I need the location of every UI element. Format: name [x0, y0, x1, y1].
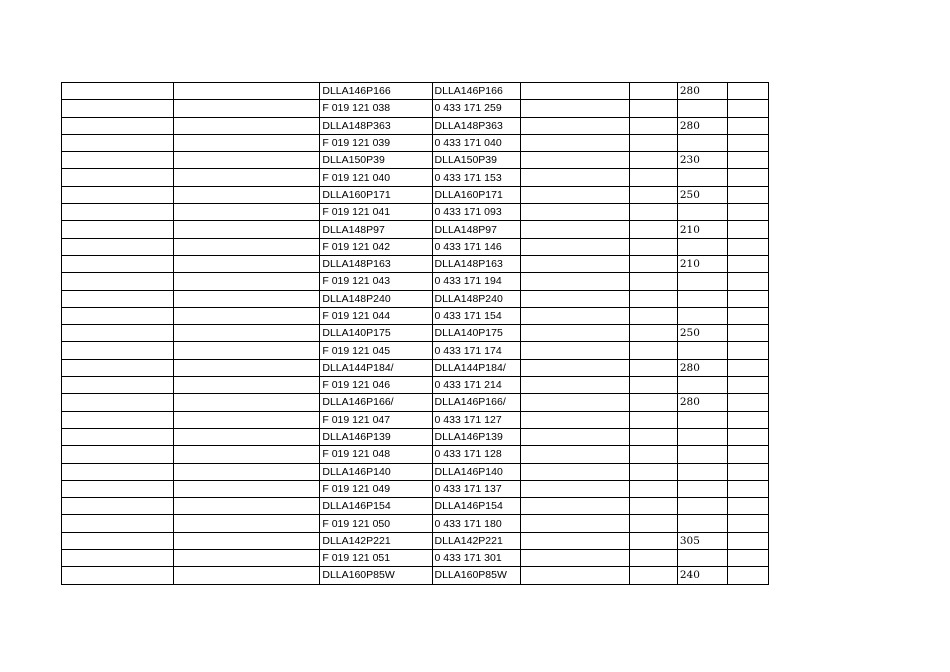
table-row: [62, 567, 769, 584]
cell-col-c[interactable]: F 019 121 042: [320, 238, 432, 255]
cell-col-c[interactable]: DLLA148P363: [320, 117, 432, 134]
cell-col-f[interactable]: [629, 83, 677, 100]
cell-col-c[interactable]: F 019 121 047: [320, 411, 432, 428]
table-row: [62, 498, 769, 515]
spreadsheet-table: [61, 82, 769, 585]
cell-col-b[interactable]: [174, 186, 320, 203]
cell-col-h[interactable]: [727, 100, 768, 117]
cell-col-c[interactable]: DLLA140P175: [320, 325, 432, 342]
cell-col-a[interactable]: [62, 221, 174, 238]
cell-col-h[interactable]: [727, 532, 768, 549]
cell-col-b[interactable]: [174, 567, 320, 584]
cell-col-a[interactable]: [62, 498, 174, 515]
cell-col-b[interactable]: [174, 411, 320, 428]
cell-col-h[interactable]: [727, 204, 768, 221]
cell-col-c[interactable]: DLLA160P171: [320, 186, 432, 203]
table-row: [62, 255, 769, 272]
table-row: [62, 204, 769, 221]
cell-col-f[interactable]: [629, 221, 677, 238]
cell-col-a[interactable]: [62, 411, 174, 428]
cell-col-a[interactable]: [62, 325, 174, 342]
cell-col-b[interactable]: [174, 221, 320, 238]
cell-col-h[interactable]: [727, 238, 768, 255]
cell-col-b[interactable]: [174, 532, 320, 549]
cell-col-a[interactable]: [62, 428, 174, 445]
cell-col-e[interactable]: [520, 134, 629, 151]
table-row: [62, 428, 769, 445]
cell-col-g[interactable]: 280: [677, 117, 727, 134]
cell-col-c[interactable]: F 019 121 048: [320, 446, 432, 463]
cell-col-b[interactable]: [174, 204, 320, 221]
cell-col-b[interactable]: [174, 117, 320, 134]
cell-col-c[interactable]: F 019 121 051: [320, 550, 432, 567]
cell-col-g[interactable]: 210: [677, 221, 727, 238]
cell-col-c[interactable]: DLLA146P154: [320, 498, 432, 515]
cell-col-d[interactable]: DLLA148P163: [432, 255, 520, 272]
cell-col-d[interactable]: 0 433 171 214: [432, 377, 520, 394]
cell-col-a[interactable]: [62, 186, 174, 203]
cell-col-g[interactable]: [677, 290, 727, 307]
cell-col-c[interactable]: DLLA150P39: [320, 152, 432, 169]
cell-col-h[interactable]: [727, 515, 768, 532]
cell-col-c[interactable]: F 019 121 039: [320, 134, 432, 151]
cell-col-e[interactable]: [520, 567, 629, 584]
cell-col-c[interactable]: F 019 121 040: [320, 169, 432, 186]
cell-col-e[interactable]: [520, 204, 629, 221]
cell-col-c[interactable]: DLLA144P184/: [320, 359, 432, 376]
cell-col-f[interactable]: [629, 342, 677, 359]
table-row: [62, 134, 769, 151]
cell-col-g[interactable]: [677, 480, 727, 497]
table-row: [62, 463, 769, 480]
cell-col-g[interactable]: [677, 463, 727, 480]
cell-col-h[interactable]: [727, 567, 768, 584]
cell-col-d[interactable]: DLLA142P221: [432, 532, 520, 549]
cell-col-d[interactable]: 0 433 171 137: [432, 480, 520, 497]
cell-col-g[interactable]: 250: [677, 325, 727, 342]
cell-col-f[interactable]: [629, 394, 677, 411]
table-row: [62, 273, 769, 290]
cell-col-b[interactable]: [174, 100, 320, 117]
cell-col-e[interactable]: [520, 273, 629, 290]
cell-col-g[interactable]: [677, 134, 727, 151]
cell-col-b[interactable]: [174, 238, 320, 255]
cell-col-c[interactable]: DLLA148P163: [320, 255, 432, 272]
table-row: [62, 480, 769, 497]
cell-col-g[interactable]: [677, 238, 727, 255]
cell-col-e[interactable]: [520, 411, 629, 428]
cell-col-a[interactable]: [62, 255, 174, 272]
cell-col-b[interactable]: [174, 152, 320, 169]
cell-col-f[interactable]: [629, 117, 677, 134]
cell-col-h[interactable]: [727, 342, 768, 359]
cell-col-e[interactable]: [520, 238, 629, 255]
cell-col-g[interactable]: [677, 204, 727, 221]
cell-col-f[interactable]: [629, 325, 677, 342]
cell-col-b[interactable]: [174, 290, 320, 307]
cell-col-d[interactable]: DLLA146P166: [432, 83, 520, 100]
cell-col-a[interactable]: [62, 100, 174, 117]
cell-col-f[interactable]: [629, 463, 677, 480]
cell-col-h[interactable]: [727, 273, 768, 290]
cell-col-e[interactable]: [520, 100, 629, 117]
table-row: [62, 446, 769, 463]
cell-col-h[interactable]: [727, 411, 768, 428]
cell-col-a[interactable]: [62, 463, 174, 480]
cell-col-e[interactable]: [520, 532, 629, 549]
cell-col-f[interactable]: [629, 204, 677, 221]
cell-col-e[interactable]: [520, 221, 629, 238]
cell-col-b[interactable]: [174, 134, 320, 151]
table-row: [62, 290, 769, 307]
cell-col-f[interactable]: [629, 428, 677, 445]
cell-col-b[interactable]: [174, 463, 320, 480]
cell-col-f[interactable]: [629, 377, 677, 394]
cell-col-f[interactable]: [629, 359, 677, 376]
cell-col-d[interactable]: 0 433 171 174: [432, 342, 520, 359]
cell-col-c[interactable]: F 019 121 043: [320, 273, 432, 290]
cell-col-c[interactable]: DLLA160P85W: [320, 567, 432, 584]
cell-col-h[interactable]: [727, 498, 768, 515]
cell-col-a[interactable]: [62, 152, 174, 169]
cell-col-a[interactable]: [62, 238, 174, 255]
table-row: [62, 515, 769, 532]
cell-col-h[interactable]: [727, 186, 768, 203]
cell-col-f[interactable]: [629, 255, 677, 272]
cell-col-g[interactable]: [677, 550, 727, 567]
table-row: [62, 342, 769, 359]
cell-col-d[interactable]: DLLA150P39: [432, 152, 520, 169]
cell-col-h[interactable]: [727, 152, 768, 169]
cell-col-f[interactable]: [629, 446, 677, 463]
cell-col-e[interactable]: [520, 342, 629, 359]
cell-col-e[interactable]: [520, 428, 629, 445]
table-row: [62, 117, 769, 134]
cell-col-b[interactable]: [174, 480, 320, 497]
cell-col-e[interactable]: [520, 186, 629, 203]
cell-col-a[interactable]: [62, 342, 174, 359]
cell-col-h[interactable]: [727, 134, 768, 151]
cell-col-d[interactable]: DLLA148P97: [432, 221, 520, 238]
cell-col-a[interactable]: [62, 359, 174, 376]
cell-col-b[interactable]: [174, 394, 320, 411]
cell-col-c[interactable]: DLLA146P140: [320, 463, 432, 480]
cell-col-h[interactable]: [727, 83, 768, 100]
table-body: [62, 83, 769, 585]
cell-col-g[interactable]: [677, 446, 727, 463]
cell-col-c[interactable]: DLLA146P166/: [320, 394, 432, 411]
cell-col-d[interactable]: 0 433 171 154: [432, 307, 520, 324]
cell-col-a[interactable]: [62, 480, 174, 497]
table-row: [62, 186, 769, 203]
cell-col-f[interactable]: [629, 550, 677, 567]
cell-col-d[interactable]: DLLA146P140: [432, 463, 520, 480]
cell-col-e[interactable]: [520, 152, 629, 169]
cell-col-c[interactable]: F 019 121 049: [320, 480, 432, 497]
table-row: [62, 359, 769, 376]
cell-col-a[interactable]: [62, 550, 174, 567]
cell-col-e[interactable]: [520, 325, 629, 342]
cell-col-d[interactable]: 0 433 171 146: [432, 238, 520, 255]
cell-col-b[interactable]: [174, 428, 320, 445]
cell-col-f[interactable]: [629, 169, 677, 186]
cell-col-f[interactable]: [629, 567, 677, 584]
cell-col-h[interactable]: [727, 446, 768, 463]
cell-col-c[interactable]: DLLA148P240: [320, 290, 432, 307]
cell-col-f[interactable]: [629, 134, 677, 151]
cell-col-f[interactable]: [629, 480, 677, 497]
cell-col-h[interactable]: [727, 307, 768, 324]
cell-col-a[interactable]: [62, 515, 174, 532]
cell-col-c[interactable]: F 019 121 045: [320, 342, 432, 359]
cell-col-d[interactable]: 0 433 171 040: [432, 134, 520, 151]
cell-col-f[interactable]: [629, 532, 677, 549]
cell-col-a[interactable]: [62, 394, 174, 411]
cell-col-d[interactable]: 0 433 171 153: [432, 169, 520, 186]
cell-col-b[interactable]: [174, 342, 320, 359]
cell-col-h[interactable]: [727, 480, 768, 497]
cell-col-b[interactable]: [174, 307, 320, 324]
cell-col-a[interactable]: [62, 204, 174, 221]
cell-col-d[interactable]: 0 433 171 093: [432, 204, 520, 221]
cell-col-g[interactable]: 280: [677, 359, 727, 376]
cell-col-d[interactable]: DLLA140P175: [432, 325, 520, 342]
table-row: [62, 83, 769, 100]
cell-col-b[interactable]: [174, 255, 320, 272]
cell-col-b[interactable]: [174, 446, 320, 463]
cell-col-d[interactable]: 0 433 171 301: [432, 550, 520, 567]
cell-col-e[interactable]: [520, 480, 629, 497]
cell-col-h[interactable]: [727, 463, 768, 480]
table-row: [62, 532, 769, 549]
cell-col-g[interactable]: [677, 515, 727, 532]
cell-col-g[interactable]: 210: [677, 255, 727, 272]
cell-col-c[interactable]: F 019 121 038: [320, 100, 432, 117]
cell-col-e[interactable]: [520, 550, 629, 567]
cell-col-h[interactable]: [727, 428, 768, 445]
cell-col-h[interactable]: [727, 169, 768, 186]
cell-col-g[interactable]: [677, 100, 727, 117]
cell-col-f[interactable]: [629, 238, 677, 255]
cell-col-e[interactable]: [520, 169, 629, 186]
cell-col-e[interactable]: [520, 394, 629, 411]
cell-col-g[interactable]: [677, 498, 727, 515]
cell-col-b[interactable]: [174, 359, 320, 376]
cell-col-g[interactable]: 305: [677, 532, 727, 549]
cell-col-h[interactable]: [727, 290, 768, 307]
cell-col-f[interactable]: [629, 498, 677, 515]
cell-col-d[interactable]: DLLA148P240: [432, 290, 520, 307]
table-row: [62, 377, 769, 394]
cell-col-d[interactable]: DLLA146P166/: [432, 394, 520, 411]
cell-col-c[interactable]: F 019 121 046: [320, 377, 432, 394]
cell-col-d[interactable]: DLLA146P154: [432, 498, 520, 515]
table-row: [62, 152, 769, 169]
cell-col-d[interactable]: DLLA144P184/: [432, 359, 520, 376]
cell-col-f[interactable]: [629, 515, 677, 532]
cell-col-a[interactable]: [62, 290, 174, 307]
cell-col-a[interactable]: [62, 134, 174, 151]
table-row: [62, 394, 769, 411]
cell-col-h[interactable]: [727, 255, 768, 272]
cell-col-d[interactable]: DLLA148P363: [432, 117, 520, 134]
cell-col-f[interactable]: [629, 273, 677, 290]
cell-col-g[interactable]: [677, 411, 727, 428]
cell-col-d[interactable]: 0 433 171 259: [432, 100, 520, 117]
cell-col-e[interactable]: [520, 359, 629, 376]
cell-col-a[interactable]: [62, 567, 174, 584]
cell-col-b[interactable]: [174, 273, 320, 290]
cell-col-g[interactable]: [677, 169, 727, 186]
cell-col-a[interactable]: [62, 117, 174, 134]
cell-col-f[interactable]: [629, 186, 677, 203]
cell-col-h[interactable]: [727, 359, 768, 376]
cell-col-a[interactable]: [62, 532, 174, 549]
table-row: [62, 550, 769, 567]
cell-col-e[interactable]: [520, 498, 629, 515]
cell-col-h[interactable]: [727, 325, 768, 342]
cell-col-c[interactable]: F 019 121 050: [320, 515, 432, 532]
cell-col-a[interactable]: [62, 273, 174, 290]
cell-col-e[interactable]: [520, 463, 629, 480]
cell-col-g[interactable]: [677, 307, 727, 324]
cell-col-a[interactable]: [62, 446, 174, 463]
cell-col-g[interactable]: [677, 428, 727, 445]
cell-col-b[interactable]: [174, 83, 320, 100]
cell-col-b[interactable]: [174, 550, 320, 567]
cell-col-h[interactable]: [727, 221, 768, 238]
table-row: [62, 169, 769, 186]
cell-col-f[interactable]: [629, 290, 677, 307]
cell-col-e[interactable]: [520, 83, 629, 100]
cell-col-e[interactable]: [520, 290, 629, 307]
cell-col-d[interactable]: 0 433 171 127: [432, 411, 520, 428]
cell-col-c[interactable]: F 019 121 044: [320, 307, 432, 324]
table-row: [62, 307, 769, 324]
cell-col-c[interactable]: DLLA148P97: [320, 221, 432, 238]
cell-col-c[interactable]: DLLA146P139: [320, 428, 432, 445]
cell-col-d[interactable]: DLLA146P139: [432, 428, 520, 445]
cell-col-f[interactable]: [629, 100, 677, 117]
cell-col-c[interactable]: DLLA142P221: [320, 532, 432, 549]
cell-col-g[interactable]: 240: [677, 567, 727, 584]
cell-col-e[interactable]: [520, 117, 629, 134]
cell-col-a[interactable]: [62, 169, 174, 186]
cell-col-e[interactable]: [520, 446, 629, 463]
cell-col-b[interactable]: [174, 377, 320, 394]
cell-col-d[interactable]: 0 433 171 194: [432, 273, 520, 290]
cell-col-d[interactable]: DLLA160P171: [432, 186, 520, 203]
cell-col-h[interactable]: [727, 377, 768, 394]
cell-col-a[interactable]: [62, 377, 174, 394]
cell-col-f[interactable]: [629, 307, 677, 324]
cell-col-d[interactable]: 0 433 171 180: [432, 515, 520, 532]
cell-col-h[interactable]: [727, 550, 768, 567]
cell-col-f[interactable]: [629, 411, 677, 428]
cell-col-a[interactable]: [62, 83, 174, 100]
table-row: [62, 411, 769, 428]
cell-col-g[interactable]: [677, 342, 727, 359]
cell-col-b[interactable]: [174, 515, 320, 532]
cell-col-e[interactable]: [520, 307, 629, 324]
cell-col-h[interactable]: [727, 117, 768, 134]
cell-col-g[interactable]: [677, 273, 727, 290]
cell-col-g[interactable]: 280: [677, 394, 727, 411]
table-row: [62, 221, 769, 238]
table-row: [62, 325, 769, 342]
cell-col-c[interactable]: DLLA146P166: [320, 83, 432, 100]
cell-col-b[interactable]: [174, 169, 320, 186]
cell-col-g[interactable]: [677, 377, 727, 394]
cell-col-d[interactable]: 0 433 171 128: [432, 446, 520, 463]
cell-col-g[interactable]: 280: [677, 83, 727, 100]
table-row: [62, 238, 769, 255]
cell-col-g[interactable]: 250: [677, 186, 727, 203]
cell-col-c[interactable]: F 019 121 041: [320, 204, 432, 221]
table-row: [62, 100, 769, 117]
cell-col-g[interactable]: 230: [677, 152, 727, 169]
cell-col-b[interactable]: [174, 325, 320, 342]
cell-col-e[interactable]: [520, 255, 629, 272]
cell-col-a[interactable]: [62, 307, 174, 324]
cell-col-e[interactable]: [520, 515, 629, 532]
cell-col-b[interactable]: [174, 498, 320, 515]
cell-col-h[interactable]: [727, 394, 768, 411]
cell-col-f[interactable]: [629, 152, 677, 169]
cell-col-d[interactable]: DLLA160P85W: [432, 567, 520, 584]
cell-col-e[interactable]: [520, 377, 629, 394]
